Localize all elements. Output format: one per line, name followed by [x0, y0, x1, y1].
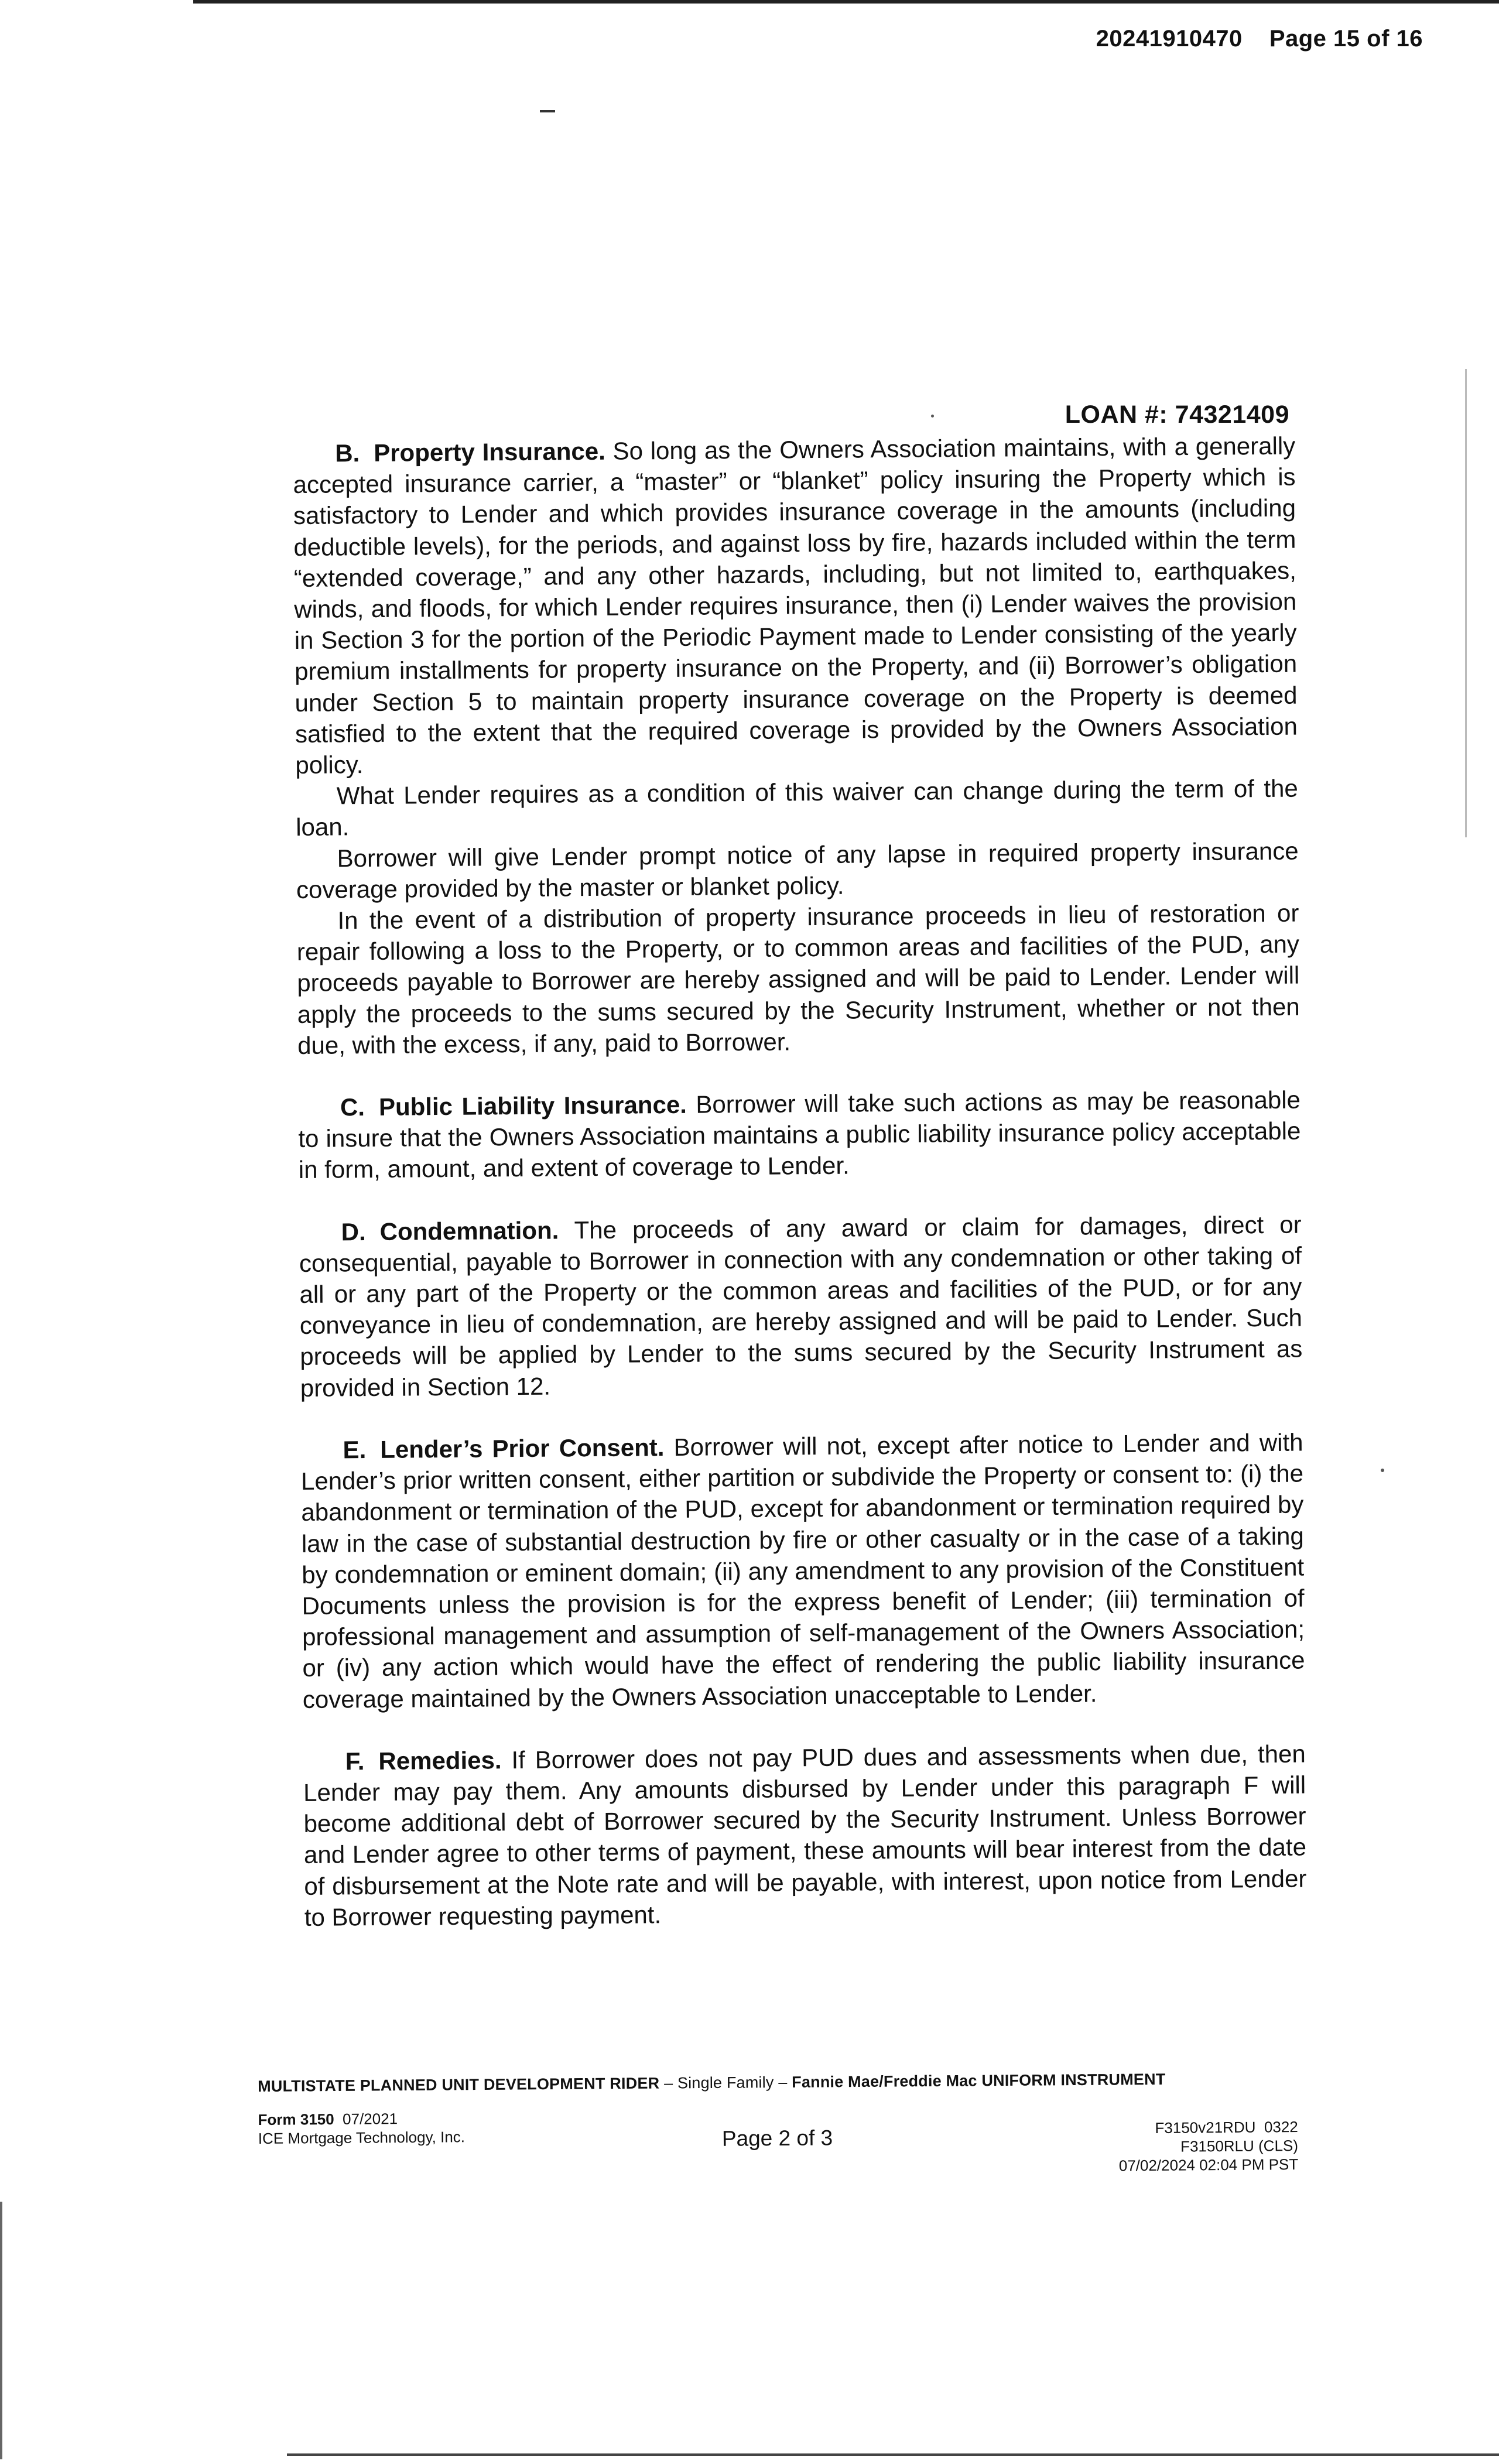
section-paragraph — [300, 1426, 1305, 1714]
section-paragraph — [303, 1738, 1307, 1933]
footer-form-line — [258, 2109, 464, 2129]
document-number: 20241910470 — [1096, 26, 1243, 52]
section-letter: C. — [340, 1093, 365, 1121]
recording-header — [1096, 26, 1423, 52]
footer-form-label: Form 3150 — [258, 2110, 334, 2128]
footer-title-main: MULTISTATE PLANNED UNIT DEVELOPMENT RIDER — [258, 2074, 660, 2095]
section-text: Borrower will take such actions as may be reasonable to insure that the Owners Association maintains a public liability insurance policy acceptable in form, amount, and extent of coverage to Lender. — [298, 1086, 1301, 1184]
section-remedies — [303, 1738, 1307, 1933]
section-text: If Borrower does not pay PUD dues and assessments when due, then Lender may pay them. Any amounts disbursed by Lender under this paragraph F will become additional debt of Borrower secured by the Security Instrument. Unless Borrower and Lender agree to other terms of payment, these amounts will bear interest from the date of disbursement at the Note rate and will be payable, with interest, upon notice from Lender to Borrower requesting payment. — [303, 1740, 1307, 1931]
section-letter: F. — [345, 1747, 365, 1775]
section-paragraph: What Lender requires as a condition of this waiver can change during the term of the loan. — [296, 774, 1298, 841]
footer-title — [258, 2069, 1298, 2096]
section-title: Condemnation. — [379, 1216, 559, 1245]
section-title: Lender’s Prior Consent. — [380, 1433, 665, 1463]
section-title: Remedies. — [378, 1746, 502, 1775]
footer-timestamp: 07/02/2024 02:04 PM PST — [1118, 2155, 1299, 2175]
footer-code: F3150v21RDU 0322 — [1155, 2118, 1298, 2137]
footer-form-date: 07/2021 — [342, 2110, 398, 2128]
section-public-liability-insurance — [298, 1084, 1301, 1186]
section-letter: D. — [341, 1217, 366, 1246]
section-paragraph: Borrower will give Lender prompt notice of any lapse in required property insurance coverage provided by the master or blanket policy. — [296, 837, 1299, 904]
footer-vendor: ICE Mortgage Technology, Inc. — [258, 2128, 466, 2147]
footer-codes — [1118, 2117, 1298, 2175]
section-paragraph — [293, 430, 1298, 781]
section-text: Borrower will not, except after notice to Lender and with Lender’s prior written consent, either partition or subdivide the Property or consent to: (i) the abandonment or termination of the PUD, except for abandonment or termination required by law in the case of substantial destruction by fire or other casualty or in the case of a taking by condemnation or eminent domain; (ii) any amendment to any provision of the Constituent Documents unless the provision is for the express benefit of Lender; (iii) termination of professional management and assumption of self-management of the Owners Association; or (iv) any action which would have the effect of rendering the public liability insurance coverage maintained by the Owners Association unacceptable to Lender. — [300, 1428, 1305, 1713]
recording-page-label: Page 15 of 16 — [1269, 26, 1423, 52]
section-condemnation — [299, 1209, 1302, 1404]
section-letter: B. — [335, 439, 360, 467]
document-body — [293, 430, 1307, 1933]
scan-speck — [1381, 1469, 1384, 1472]
section-property-insurance — [293, 430, 1300, 1061]
scan-top-border — [193, 0, 1499, 4]
scan-left-edge — [0, 2202, 2, 2459]
section-text: So long as the Owners Association maintains, with a generally accepted insurance carrier, a “master” or “blanket” policy insuring the Property which is satisfactory to Lender and which provides insurance coverage in the amounts (including deductible levels), for the periods, and against loss by fire, hazards included within the term “extended coverage,” and any other hazards, including, but not limited to, earthquakes, winds, and floods, for which Lender requires insurance, then (i) Lender waives the provision in Section 3 for the portion of the Periodic Payment made to Lender consisting of the yearly premium installments for property insurance on the Property, and (ii) Borrower’s obligation under Section 5 to maintain property insurance coverage on the Property is deemed satisfied to the extent that the required coverage is provided by the Owners Association policy. — [293, 432, 1298, 779]
section-paragraph — [298, 1084, 1301, 1186]
section-lenders-prior-consent — [300, 1426, 1305, 1714]
loan-number: LOAN #: 74321409 — [1065, 401, 1289, 429]
scan-mark — [540, 110, 555, 112]
section-title: Property Insurance. — [374, 437, 605, 467]
footer-form-info — [258, 2109, 465, 2148]
section-paragraph — [299, 1209, 1302, 1404]
section-letter: E. — [343, 1435, 367, 1464]
page-footer — [258, 2069, 1299, 2206]
scan-right-edge — [1465, 369, 1467, 837]
footer-page-label: Page 2 of 3 — [721, 2126, 833, 2151]
footer-title-mid: – Single Family – — [659, 2073, 792, 2092]
footer-code: F3150RLU (CLS) — [1180, 2137, 1299, 2155]
section-paragraph: In the event of a distribution of property insurance proceeds in lieu of restoration or repair following a loss to the Property, or to common areas and facilities of the PUD, any proceeds payable to Borrower are hereby assigned and will be paid to Lender. Lender will apply the proceeds to the sums secured by the Security Instrument, whether or not then due, with the excess, if any, paid to Borrower. — [296, 899, 1300, 1059]
scan-bottom-border — [287, 2453, 1499, 2456]
scan-speck — [931, 415, 934, 417]
section-title: Public Liability Insurance. — [378, 1090, 687, 1121]
footer-title-end: Fannie Mae/Freddie Mac UNIFORM INSTRUMENT — [792, 2070, 1166, 2091]
section-text: The proceeds of any award or claim for damages, direct or consequential, payable to Borrower in connection with any condemnation or other taking of all or any part of the Property or the common areas and facilities of the PUD, or for any conveyance in lieu of condemnation, are hereby assigned and will be paid to Lender. Such proceeds will be applied by Lender to the sums secured by the Security Instrument as provided in Section 12. — [299, 1210, 1303, 1402]
